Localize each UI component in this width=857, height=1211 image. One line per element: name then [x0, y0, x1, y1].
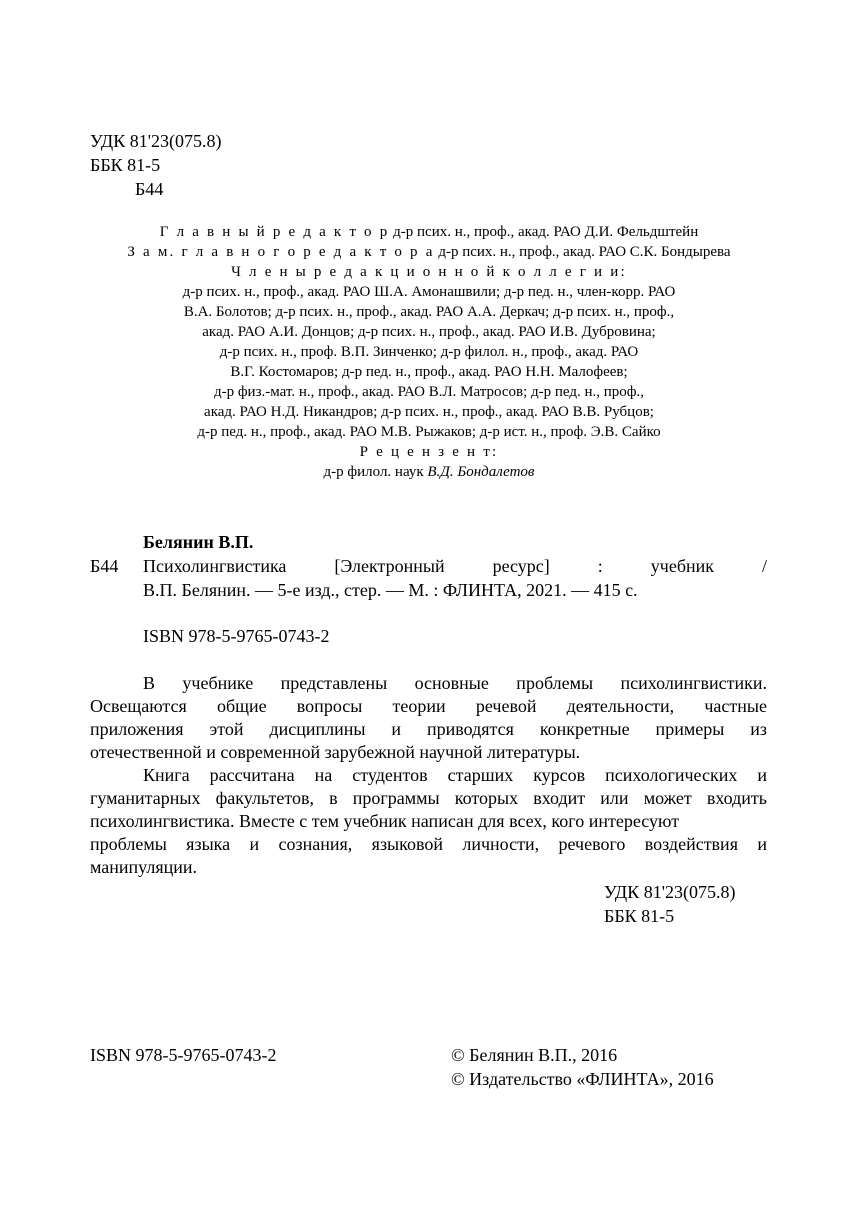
reviewer-label: Р е ц е н з е н т:	[359, 444, 499, 460]
author-heading: Белянин В.П.	[143, 532, 254, 552]
chief-editor-line	[86, 222, 772, 242]
annotation-line: гуманитарных факультетов, в программы которых входит или может входить	[90, 788, 767, 808]
annotation-line: отечественной и современной зарубежной научной литературы.	[90, 742, 581, 762]
annotation-line: психолингвистика. Вместе с тем учебник написан для всех, кого интересуют	[90, 811, 680, 831]
footer-isbn: ISBN 978-5-9765-0743-2	[90, 1045, 277, 1065]
members-line: д-р псих. н., проф., акад. РАО Ш.А. Амонашвили; д-р пед. н., член-корр. РАО	[182, 284, 676, 300]
bbk-code: ББК 81-5	[90, 155, 161, 175]
record-edition-line: В.П. Белянин. — 5-е изд., стер. — М. : ФЛИНТА, 2021. — 415 с.	[143, 580, 638, 600]
deputy-editor-name: д-р псих. н., проф., акад. РАО С.К. Бондырева	[438, 244, 731, 260]
members-line: д-р псих. н., проф. В.П. Зинченко; д-р филол. н., проф., акад. РАО	[219, 344, 639, 360]
members-line: д-р пед. н., проф., акад. РАО М.В. Рыжаков; д-р ист. н., проф. Э.В. Сайко	[197, 424, 661, 440]
editorial-board	[86, 222, 772, 482]
copyright-author: © Белянин В.П., 2016	[451, 1045, 618, 1065]
deputy-editor-line	[86, 242, 772, 262]
bottom-bbk-code: ББК 81-5	[604, 906, 675, 926]
reviewer-degree: д-р филол. наук	[323, 464, 424, 480]
record-title-line: Психолингвистика [Электронный ресурс] : учебник /	[143, 556, 767, 576]
annotation-line: проблемы языка и сознания, языковой личности, речевого воздействия и	[90, 834, 767, 854]
copyright-publisher: © Издательство «ФЛИНТА», 2016	[451, 1069, 714, 1089]
annotation-line: Освещаются общие вопросы теории речевой деятельности, частные	[90, 696, 767, 716]
author-mark: Б44	[135, 179, 164, 199]
members-line: акад. РАО А.И. Донцов; д-р псих. н., проф., акад. РАО И.В. Дубровина;	[202, 324, 656, 340]
chief-editor-label: Г л а в н ы й р е д а к т о р	[159, 224, 390, 240]
deputy-editor-label: З а м. г л а в н о г о р е д а к т о р а	[127, 244, 435, 260]
annotation-line: приложения этой дисциплины и приводятся конкретные примеры из	[90, 719, 767, 739]
chief-editor-name: д-р псих. н., проф., акад. РАО Д.И. Фельдштейн	[393, 224, 699, 240]
members-line: акад. РАО Н.Д. Никандров; д-р псих. н., проф., акад. РАО В.В. Рубцов;	[204, 404, 654, 420]
annotation-line: манипуляции.	[90, 857, 198, 877]
reviewer-name: В.Д. Бондалетов	[427, 464, 535, 480]
bottom-udk-code: УДК 81'23(075.8)	[604, 882, 736, 902]
annotation-line: Книга рассчитана на студентов старших курсов психологических и	[143, 765, 767, 785]
record-author-mark: Б44	[90, 556, 119, 576]
members-line: В.А. Болотов; д-р псих. н., проф., акад. РАО А.А. Деркач; д-р псих. н., проф.,	[183, 304, 675, 320]
udk-code: УДК 81'23(075.8)	[90, 131, 222, 151]
record-isbn: ISBN 978-5-9765-0743-2	[143, 626, 330, 646]
members-line: д-р физ.-мат. н., проф., акад. РАО В.Л. Матросов; д-р пед. н., проф.,	[213, 384, 645, 400]
members-line: В.Г. Костомаров; д-р пед. н., проф., акад. РАО Н.Н. Малофеев;	[230, 364, 628, 380]
reviewer-line	[86, 462, 772, 482]
members-label: Ч л е н ы р е д а к ц и о н н о й к о л л е г и и:	[231, 264, 627, 280]
annotation-line: В учебнике представлены основные проблемы психолингвистики.	[143, 673, 767, 693]
annotation	[90, 672, 767, 879]
